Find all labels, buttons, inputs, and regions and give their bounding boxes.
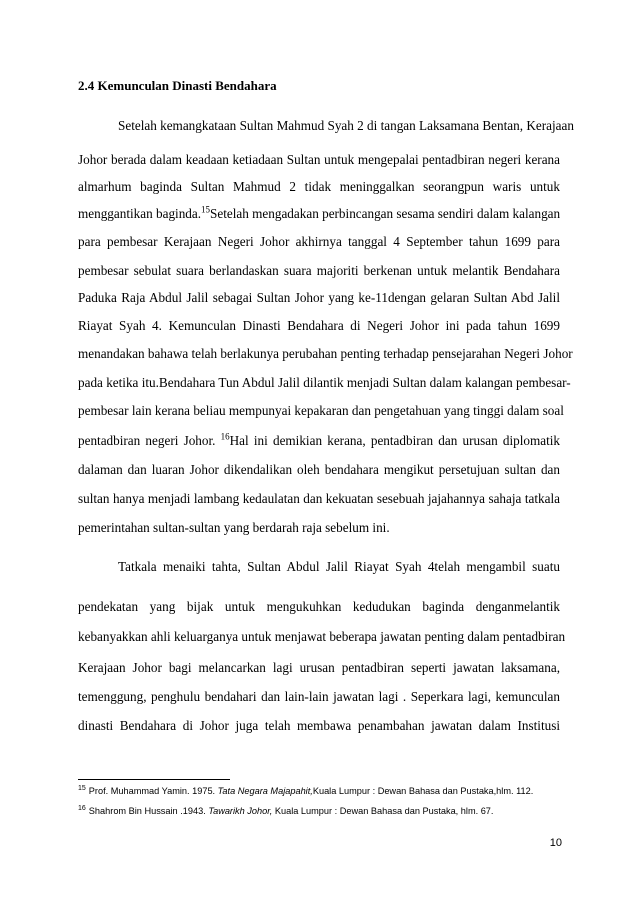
paragraph1-line: para pembesar Kerajaan Negeri Johor akhirnya tanggal 4 September tahun 1699 para (78, 234, 560, 249)
paragraph2-line: kebanyakkan ahli keluarganya untuk menjawat beberapa jawatan penting dalam pentadbiran (78, 629, 566, 644)
paragraph1-line: Johor berada dalam keadaan ketiadaan Sultan untuk mengepalai pentadbiran negeri kerana (78, 152, 560, 167)
page-number: 10 (549, 837, 562, 849)
paragraph1-line: pembesar sebulat suara berlandaskan suara majoriti berkenan untuk melantik Bendahara (78, 263, 560, 278)
paragraph1-line: Riayat Syah 4. Kemunculan Dinasti Bendahara di Negeri Johor ini pada tahun 1699 (78, 318, 560, 333)
footnote-16 (78, 806, 578, 816)
paragraph1-line: pemerintahan sultan-sultan yang berdarah raja sebelum ini. (78, 520, 390, 535)
paragraph1-text: menggantikan baginda. (78, 206, 202, 221)
paragraph1-text: Hal ini demikian kerana, pentadbiran dan urusan diplomatik (229, 433, 561, 448)
paragraph2-line: Kerajaan Johor bagi melancarkan lagi urusan pentadbiran seperti jawatan laksamana, (78, 660, 560, 675)
paragraph1-line: pembesar lain kerana beliau mempunyai kepakaran dan pengetahuan yang tinggi dalam soal (78, 403, 564, 418)
paragraph1-line: dalaman dan luaran Johor dikendalikan oleh bendahara mengikut persetujuan sultan dan (78, 462, 560, 477)
paragraph2-line: pendekatan yang bijak untuk mengukuhkan kedudukan baginda denganmelantik (78, 599, 560, 614)
paragraph2-line: Tatkala menaiki tahta, Sultan Abdul Jalil Riayat Syah 4telah mengambil suatu (118, 559, 560, 574)
paragraph1-line: menandakan bahawa telah berlakunya perubahan penting terhadap pensejarahan Negeri Johor (78, 346, 573, 361)
footnote-ref-15[interactable]: 15 (201, 204, 211, 215)
footnote-number: 15 (78, 784, 86, 792)
footnote-publisher: Kuala Lumpur : Dewan Bahasa dan Pustaka,hlm. 112. (312, 786, 534, 796)
footnote-book-title: Tata Negara Majapahit, (217, 786, 313, 796)
paragraph1-text: pentadbiran negeri Johor. (78, 433, 216, 448)
footnote-separator (78, 779, 230, 780)
footnote-ref-16[interactable]: 16 (220, 431, 230, 442)
paragraph1-line: almarhum baginda Sultan Mahmud 2 tidak meninggalkan seorangpun waris untuk (78, 179, 560, 194)
paragraph2-line: temenggung, penghulu bendahari dan lain-lain jawatan lagi . Seperkara lagi, kemunculan (78, 689, 560, 704)
paragraph1-line: Setelah kemangkataan Sultan Mahmud Syah 2 di tangan Laksamana Bentan, Kerajaan (118, 118, 574, 133)
paragraph1-line: Paduka Raja Abdul Jalil sebagai Sultan Johor yang ke-11dengan gelaran Sultan Abd Jalil (78, 290, 560, 305)
paragraph1-line (78, 206, 560, 222)
footnote-citation: Shahrom Bin Hussain .1943. (88, 806, 209, 816)
paragraph1-line: sultan hanya menjadi lambang kedaulatan dan kekuatan sesebuah jajahannya sahaja tatkala (78, 491, 560, 506)
footnote-publisher: Kuala Lumpur : Dewan Bahasa dan Pustaka, hlm. 67. (272, 806, 494, 816)
paragraph1-line (78, 433, 560, 449)
footnote-number: 16 (78, 804, 86, 812)
section-heading: 2.4 Kemunculan Dinasti Bendahara (78, 78, 277, 93)
paragraph1-text: Setelah mengadakan perbincangan sesama sendiri dalam kalangan (210, 206, 561, 221)
footnote-book-title: Tawarikh Johor, (208, 806, 273, 816)
footnote-15 (78, 786, 578, 796)
paragraph2-line: dinasti Bendahara di Johor juga telah membawa penambahan jawatan dalam Institusi (78, 718, 560, 733)
footnote-citation: Prof. Muhammad Yamin. 1975. (88, 786, 218, 796)
paragraph1-line: pada ketika itu.Bendahara Tun Abdul Jalil dilantik menjadi Sultan dalam kalangan pembesar- (78, 375, 571, 390)
